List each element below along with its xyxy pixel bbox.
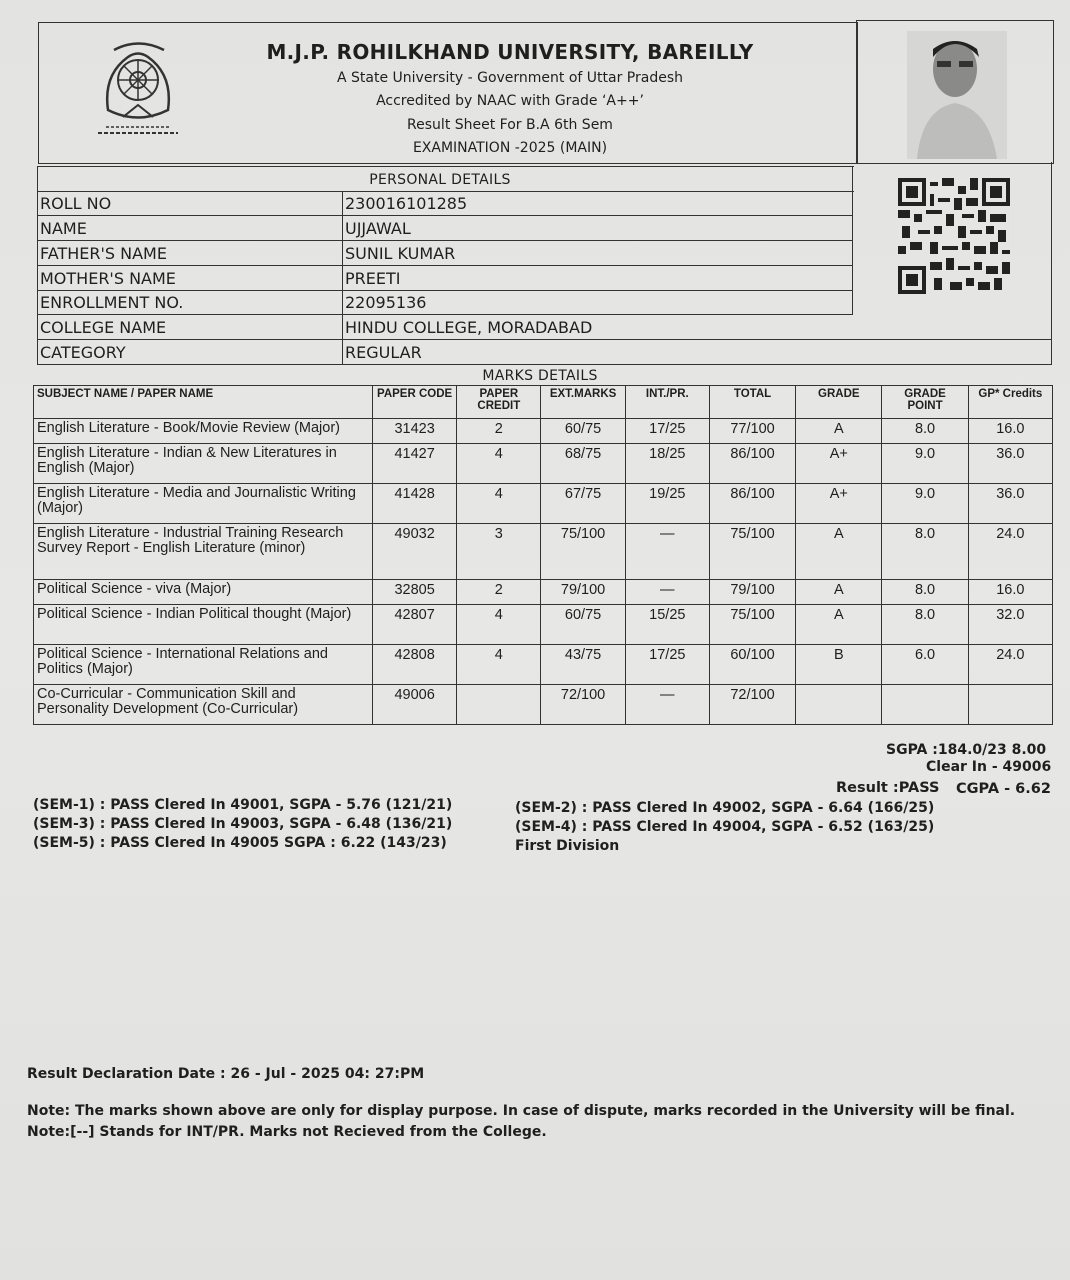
roll-no-label: ROLL NO [40, 194, 112, 213]
personal-qr-divider [852, 166, 853, 315]
table-row [34, 685, 1053, 725]
ext-marks: 79/100 [541, 580, 625, 605]
int-marks: — [625, 580, 709, 605]
gp-credits: 16.0 [968, 419, 1052, 444]
student-photo-icon [907, 31, 1007, 159]
paper-code: 32805 [372, 580, 456, 605]
sem2-result: (SEM-2) : PASS Clered In 49002, SGPA - 6.64 (166/25) [515, 800, 935, 816]
sem5-result: (SEM-5) : PASS Clered In 49005 SGPA : 6.22 (143/23) [33, 835, 447, 851]
grade: A [796, 419, 882, 444]
int-marks: 19/25 [625, 484, 709, 524]
paper-code: 49006 [372, 685, 456, 725]
personal-row [38, 216, 852, 241]
paper-credit: 4 [457, 484, 541, 524]
col-paper-code: PAPER CODE [372, 386, 456, 419]
col-total: TOTAL [709, 386, 795, 419]
total-marks: 60/100 [709, 645, 795, 685]
paper-code: 31423 [372, 419, 456, 444]
header-naac-line: Accredited by NAAC with Grade ‘A++’ [376, 93, 644, 109]
col-paper-credit: PAPER CREDIT [457, 386, 541, 419]
grade: A+ [796, 484, 882, 524]
col-int-pr: INT./PR. [625, 386, 709, 419]
subject-name: English Literature - Book/Movie Review (Major) [34, 419, 373, 444]
sem3-result: (SEM-3) : PASS Clered In 49003, SGPA - 6.48 (136/21) [33, 816, 453, 832]
grade-point: 8.0 [882, 605, 968, 645]
total-marks: 75/100 [709, 524, 795, 580]
paper-code: 49032 [372, 524, 456, 580]
gp-credits [968, 685, 1052, 725]
total-marks: 72/100 [709, 685, 795, 725]
col-gp-credits: GP* Credits [968, 386, 1052, 419]
ext-marks: 43/75 [541, 645, 625, 685]
clear-in: Clear In - 49006 [926, 759, 1052, 775]
grade: A [796, 605, 882, 645]
int-marks: 17/25 [625, 645, 709, 685]
personal-row [38, 315, 1052, 340]
gp-credits: 16.0 [968, 580, 1052, 605]
gp-credits: 24.0 [968, 524, 1052, 580]
marks-details-title: MARKS DETAILS [482, 368, 598, 384]
grade-point: 6.0 [882, 645, 968, 685]
ext-marks: 68/75 [541, 444, 625, 484]
personal-row [38, 290, 852, 315]
personal-left-border [37, 166, 38, 365]
personal-row [38, 241, 852, 266]
grade: A [796, 524, 882, 580]
paper-code: 42808 [372, 645, 456, 685]
subject-name: Political Science - viva (Major) [34, 580, 373, 605]
subject-name: English Literature - Indian & New Literatures in English (Major) [34, 444, 373, 484]
paper-code: 41427 [372, 444, 456, 484]
college-name-label: COLLEGE NAME [40, 318, 167, 337]
personal-right-border [1051, 162, 1052, 365]
father-name-value: SUNIL KUMAR [345, 244, 456, 263]
college-name-value: HINDU COLLEGE, MORADABAD [345, 318, 593, 337]
header-result-sheet-line: Result Sheet For B.A 6th Sem [407, 117, 613, 133]
table-row [34, 580, 1053, 605]
total-marks: 77/100 [709, 419, 795, 444]
int-marks: — [625, 524, 709, 580]
university-logo-icon [78, 35, 198, 145]
ext-marks: 67/75 [541, 484, 625, 524]
total-marks: 75/100 [709, 605, 795, 645]
name-label: NAME [40, 219, 87, 238]
grade-point: 8.0 [882, 580, 968, 605]
cgpa-value: CGPA - 6.62 [956, 781, 1051, 797]
personal-column-divider [342, 191, 343, 365]
header-state-line: A State University - Government of Uttar Pradesh [336, 70, 684, 86]
mother-name-label: MOTHER'S NAME [40, 269, 176, 288]
int-marks: 15/25 [625, 605, 709, 645]
sem1-result: (SEM-1) : PASS Clered In 49001, SGPA - 5.76 (121/21) [33, 797, 453, 813]
student-photo [907, 31, 1007, 159]
paper-code: 41428 [372, 484, 456, 524]
paper-credit: 4 [457, 444, 541, 484]
marks-table [33, 385, 1053, 725]
subject-name: Co-Curricular - Communication Skill and Personality Development (Co-Curricular) [34, 685, 373, 725]
personal-row [38, 266, 852, 291]
col-grade-point: GRADE POINT [882, 386, 968, 419]
personal-details-title: PERSONAL DETAILS [369, 172, 511, 188]
marks-header-row [34, 386, 1053, 419]
enrollment-no-label: ENROLLMENT NO. [40, 293, 184, 312]
paper-credit: 4 [457, 645, 541, 685]
subject-name: Political Science - Indian Political thought (Major) [34, 605, 373, 645]
grade-point [882, 685, 968, 725]
paper-code: 42807 [372, 605, 456, 645]
table-row [34, 484, 1053, 524]
int-marks: 17/25 [625, 419, 709, 444]
result-declaration-date: Result Declaration Date : 26 - Jul - 2025 04: 27:PM [27, 1066, 425, 1082]
paper-credit: 2 [457, 419, 541, 444]
personal-row [38, 340, 1052, 365]
subject-name: English Literature - Industrial Training Research Survey Report - English Literature (minor) [34, 524, 373, 580]
university-title: M.J.P. ROHILKHAND UNIVERSITY, BAREILLY [266, 40, 754, 64]
division: First Division [515, 838, 620, 854]
grade-point: 9.0 [882, 444, 968, 484]
total-marks: 86/100 [709, 444, 795, 484]
note-display-purpose: Note: The marks shown above are only for display purpose. In case of dispute, marks recorded in the University will be final. [27, 1103, 1016, 1119]
subject-name: English Literature - Media and Journalistic Writing (Major) [34, 484, 373, 524]
enrollment-no-value: 22095136 [345, 293, 427, 312]
table-row [34, 419, 1053, 444]
qr-code-icon [898, 178, 1010, 294]
col-grade: GRADE [796, 386, 882, 419]
roll-no-value: 230016101285 [345, 194, 468, 213]
category-value: REGULAR [345, 343, 422, 362]
subject-name: Political Science - International Relations and Politics (Major) [34, 645, 373, 685]
gp-credits: 32.0 [968, 605, 1052, 645]
table-row [34, 605, 1053, 645]
result-status: Result :PASS [836, 780, 940, 796]
category-label: CATEGORY [40, 343, 126, 362]
name-value: UJJAWAL [345, 219, 411, 238]
ext-marks: 60/75 [541, 419, 625, 444]
personal-row [38, 191, 852, 216]
note-int-pr: Note:[--] Stands for INT/PR. Marks not Recieved from the College. [27, 1124, 547, 1140]
table-row [34, 524, 1053, 580]
grade: B [796, 645, 882, 685]
photo-frame [856, 20, 1054, 164]
grade-point: 8.0 [882, 524, 968, 580]
grade: A+ [796, 444, 882, 484]
grade: A [796, 580, 882, 605]
sgpa-summary: SGPA :184.0/23 8.00 [886, 742, 1047, 758]
sem4-result: (SEM-4) : PASS Clered In 49004, SGPA - 6.52 (163/25) [515, 819, 935, 835]
col-subject: SUBJECT NAME / PAPER NAME [34, 386, 373, 419]
gp-credits: 36.0 [968, 484, 1052, 524]
grade [796, 685, 882, 725]
header-exam-line: EXAMINATION -2025 (MAIN) [412, 140, 608, 156]
ext-marks: 75/100 [541, 524, 625, 580]
paper-credit: 2 [457, 580, 541, 605]
father-name-label: FATHER'S NAME [40, 244, 167, 263]
gp-credits: 24.0 [968, 645, 1052, 685]
paper-credit: 3 [457, 524, 541, 580]
grade-point: 8.0 [882, 419, 968, 444]
col-ext-marks: EXT.MARKS [541, 386, 625, 419]
paper-credit: 4 [457, 605, 541, 645]
table-row [34, 645, 1053, 685]
mother-name-value: PREETI [345, 269, 401, 288]
paper-credit [457, 685, 541, 725]
int-marks: 18/25 [625, 444, 709, 484]
grade-point: 9.0 [882, 484, 968, 524]
int-marks: — [625, 685, 709, 725]
ext-marks: 72/100 [541, 685, 625, 725]
total-marks: 86/100 [709, 484, 795, 524]
gp-credits: 36.0 [968, 444, 1052, 484]
ext-marks: 60/75 [541, 605, 625, 645]
table-row [34, 444, 1053, 484]
total-marks: 79/100 [709, 580, 795, 605]
